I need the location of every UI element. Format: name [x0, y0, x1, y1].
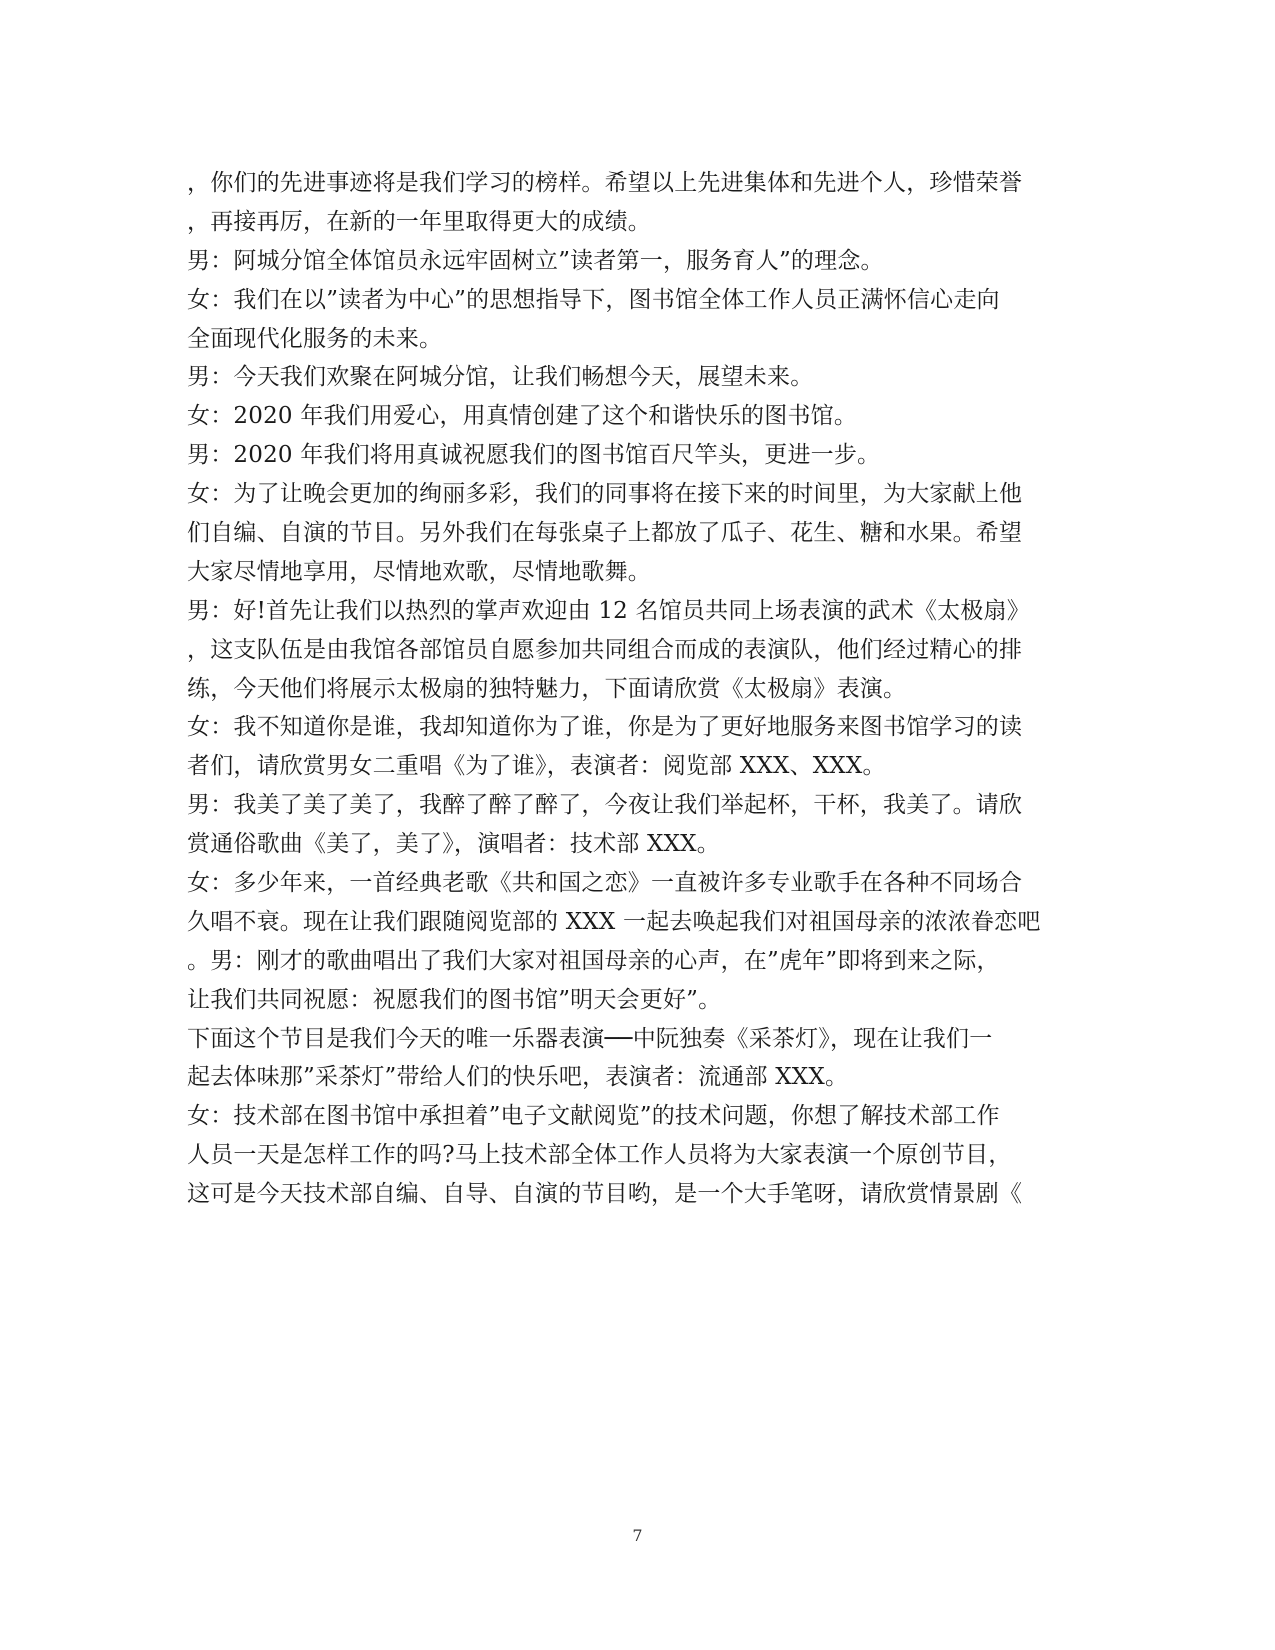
text-line: 男：我美了美了美了，我醉了醉了醉了，今夜让我们举起杯，干杯，我美了。请欣	[187, 792, 1023, 819]
text-line: 女：技术部在图书馆中承担着”电子文献阅览”的技术问题，你想了解技术部工作	[187, 1103, 1000, 1130]
text-line: 这可是今天技术部自编、自导、自演的节目哟，是一个大手笔呀，请欣赏情景剧《	[187, 1181, 1023, 1208]
text-line: 女：多少年来，一首经典老歌《共和国之恋》一直被许多专业歌手在各种不同场合	[187, 870, 1023, 897]
text-line: 女：我不知道你是谁，我却知道你为了谁，你是为了更好地服务来图书馆学习的读	[187, 714, 1023, 741]
text-line: ，这支队伍是由我馆各部馆员自愿参加共同组合而成的表演队，他们经过精心的排	[187, 636, 1023, 663]
body-text	[187, 164, 1087, 1214]
text-line: 大家尽情地享用，尽情地欢歌，尽情地歌舞。	[187, 558, 651, 585]
text-line: 。男：刚才的歌曲唱出了我们大家对祖国母亲的心声，在”虎年”即将到来之际，	[187, 947, 1000, 974]
text-line: 女：为了让晚会更加的绚丽多彩，我们的同事将在接下来的时间里，为大家献上他	[187, 481, 1023, 508]
text-line: 男：今天我们欢聚在阿城分馆，让我们畅想今天，展望未来。	[187, 364, 814, 391]
text-line: 女：2020 年我们用爱心，用真情创建了这个和谐快乐的图书馆。	[187, 403, 858, 430]
text-line: 全面现代化服务的未来。	[187, 325, 443, 352]
text-line: 男：阿城分馆全体馆员永远牢固树立”读者第一，服务育人”的理念。	[187, 247, 884, 274]
text-line: 久唱不衰。现在让我们跟随阅览部的 XXX 一起去唤起我们对祖国母亲的浓浓眷恋吧	[187, 908, 1041, 935]
text-line: 下面这个节目是我们今天的唯一乐器表演──中阮独奏《采茶灯》，现在让我们一	[187, 1025, 993, 1052]
text-line: 练，今天他们将展示太极扇的独特魅力，下面请欣赏《太极扇》表演。	[187, 675, 907, 702]
text-line: 者们，请欣赏男女二重唱《为了谁》，表演者：阅览部 XXX、XXX。	[187, 753, 886, 780]
text-line: 男：好!首先让我们以热烈的掌声欢迎由 12 名馆员共同上场表演的武术《太极扇》	[187, 597, 1030, 624]
text-line: ，再接再厉，在新的一年里取得更大的成绩。	[187, 208, 651, 235]
text-line: 男：2020 年我们将用真诚祝愿我们的图书馆百尺竿头，更进一步。	[187, 442, 881, 469]
text-line: 人员一天是怎样工作的吗?马上技术部全体工作人员将为大家表演一个原创节目，	[187, 1142, 1012, 1169]
text-line: 让我们共同祝愿：祝愿我们的图书馆”明天会更好”。	[187, 986, 722, 1013]
text-line: 赏通俗歌曲《美了，美了》，演唱者：技术部 XXX。	[187, 831, 720, 858]
text-line: ，你们的先进事迹将是我们学习的榜样。希望以上先进集体和先进个人，珍惜荣誉	[187, 170, 1023, 196]
page-number: 7	[632, 1526, 643, 1545]
text-line: 们自编、自演的节目。另外我们在每张桌子上都放了瓜子、花生、糖和水果。希望	[187, 520, 1023, 547]
text-line: 女：我们在以”读者为中心”的思想指导下，图书馆全体工作人员正满怀信心走向	[187, 286, 1000, 313]
text-line: 起去体味那”采茶灯”带给人们的快乐吧，表演者：流通部 XXX。	[187, 1064, 849, 1091]
